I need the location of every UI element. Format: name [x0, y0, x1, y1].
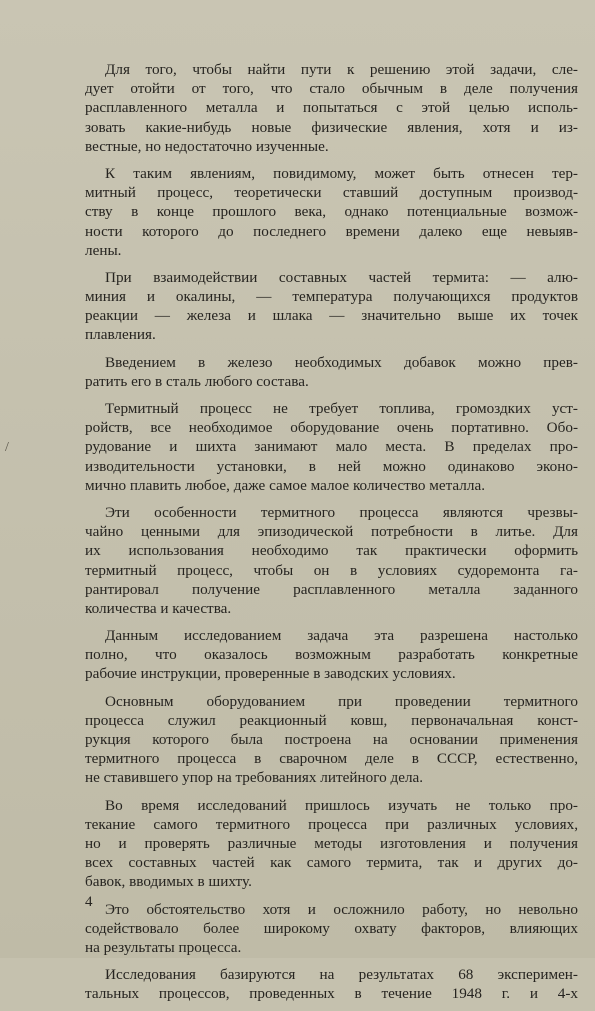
- text-line: ройств, все необходимое оборудование очень портативно. Обо-: [85, 419, 578, 437]
- text-line: реакции — железа и шлака — значительно выше их точек: [85, 307, 578, 325]
- text-line: процесса служил реакционный ковш, первоначальная конст-: [85, 711, 578, 729]
- text-line: изводительности установки, в ней можно одинаково эконо-: [85, 457, 578, 475]
- text-line: бавок, вводимых в шихту.: [85, 873, 252, 891]
- text-line: расплавленного металла и попытаться с этой целью исполь-: [85, 99, 578, 117]
- text-line: Введением в железо необходимых добавок можно прев-: [105, 353, 578, 371]
- text-line: рудование и шихта занимают мало места. В пределах про-: [85, 438, 578, 456]
- text-line: Во время исследований пришлось изучать не только про-: [105, 796, 578, 814]
- text-line: миния и окалины, — температура получающихся продуктов: [85, 288, 578, 306]
- paragraph: [85, 268, 578, 345]
- text-line: ству в конце прошлого века, однако потенциальные возмож-: [85, 203, 578, 221]
- text-line: термитный процесс, чтобы он в условиях судоремонта га-: [85, 561, 578, 579]
- paragraph: [85, 900, 578, 958]
- text-line: митный процесс, теоретически ставший доступным производ-: [85, 184, 578, 202]
- page-number: 4: [85, 894, 93, 910]
- text-line: ратить его в сталь любого состава.: [85, 372, 309, 390]
- paragraph: [85, 503, 578, 618]
- text-line: Исследования базируются на результатах 68 эксперимен-: [105, 966, 578, 984]
- text-line: дует отойти от того, что стало обычным в деле получения: [85, 80, 578, 98]
- text-line: рукция которого была построена на основании применения: [85, 731, 578, 748]
- text-line: При взаимодействии составных частей термита: — алю-: [105, 268, 578, 286]
- text-line: полно, что оказалось возможным разработать конкретные: [85, 646, 578, 664]
- text-line: их использования необходимо так практически оформить: [85, 542, 578, 560]
- text-line: Термитный процесс не требует топлива, громоздких уст-: [105, 400, 578, 417]
- page-text: [85, 60, 578, 1011]
- text-line: лены.: [85, 241, 122, 259]
- text-line: Данным исследованием задача эта разрешена настолько: [105, 627, 578, 645]
- text-line: вестные, но недостаточно изученные.: [85, 137, 329, 155]
- paragraph: [85, 965, 578, 1003]
- text-line: содействовало более широкому охвату факторов, влияющих: [85, 919, 578, 937]
- text-line: рантировал получение расплавленного металла заданного: [85, 580, 578, 598]
- text-line: Это обстоятельство хотя и осложнило работу, но невольно: [105, 900, 578, 918]
- text-line: мично плавить любое, даже самое малое количество металла.: [85, 476, 485, 494]
- text-line: Основным оборудованием при проведении термитного: [105, 692, 578, 710]
- paragraph: [85, 796, 578, 892]
- text-line: Для того, чтобы найти пути к решению этой задачи, сле-: [105, 61, 578, 78]
- text-line: всех составных частей как самого термита, так и других до-: [85, 854, 578, 872]
- paragraph: [85, 399, 578, 495]
- text-line: на результаты процесса.: [85, 938, 242, 956]
- paragraph: [85, 692, 578, 788]
- text-line: плавления.: [85, 326, 156, 344]
- text-line: чайно ценными для эпизодической потребности в литье. Для: [85, 523, 578, 541]
- text-line: термитного процесса в сварочном деле в СССР, естественно,: [85, 750, 578, 768]
- margin-pencil-mark: /: [5, 440, 9, 455]
- text-line: ности которого до последнего времени далеко еще невыяв-: [85, 222, 578, 240]
- text-line: не ставившего упор на требованиях литейного дела.: [85, 769, 424, 787]
- text-line: количества и качества.: [85, 599, 232, 617]
- text-line: тальных процессов, проведенных в течение 1948 г. и 4-х: [85, 985, 578, 1003]
- text-line: Эти особенности термитного процесса являются чрезвы-: [105, 503, 578, 521]
- text-line: К таким явлениям, повидимому, может быть отнесен тер-: [105, 164, 578, 182]
- text-line: зовать какие-нибудь новые физические явления, хотя и из-: [85, 118, 578, 136]
- paragraph: [85, 60, 578, 156]
- paragraph: [85, 626, 578, 684]
- text-line: рабочие инструкции, проверенные в заводских условиях.: [85, 665, 456, 683]
- paragraph: [85, 164, 578, 260]
- text-line: но и проверять различные методы изготовления и получения: [85, 834, 578, 852]
- paragraph: [85, 353, 578, 391]
- text-line: текание самого термитного процесса при различных условиях,: [85, 815, 578, 833]
